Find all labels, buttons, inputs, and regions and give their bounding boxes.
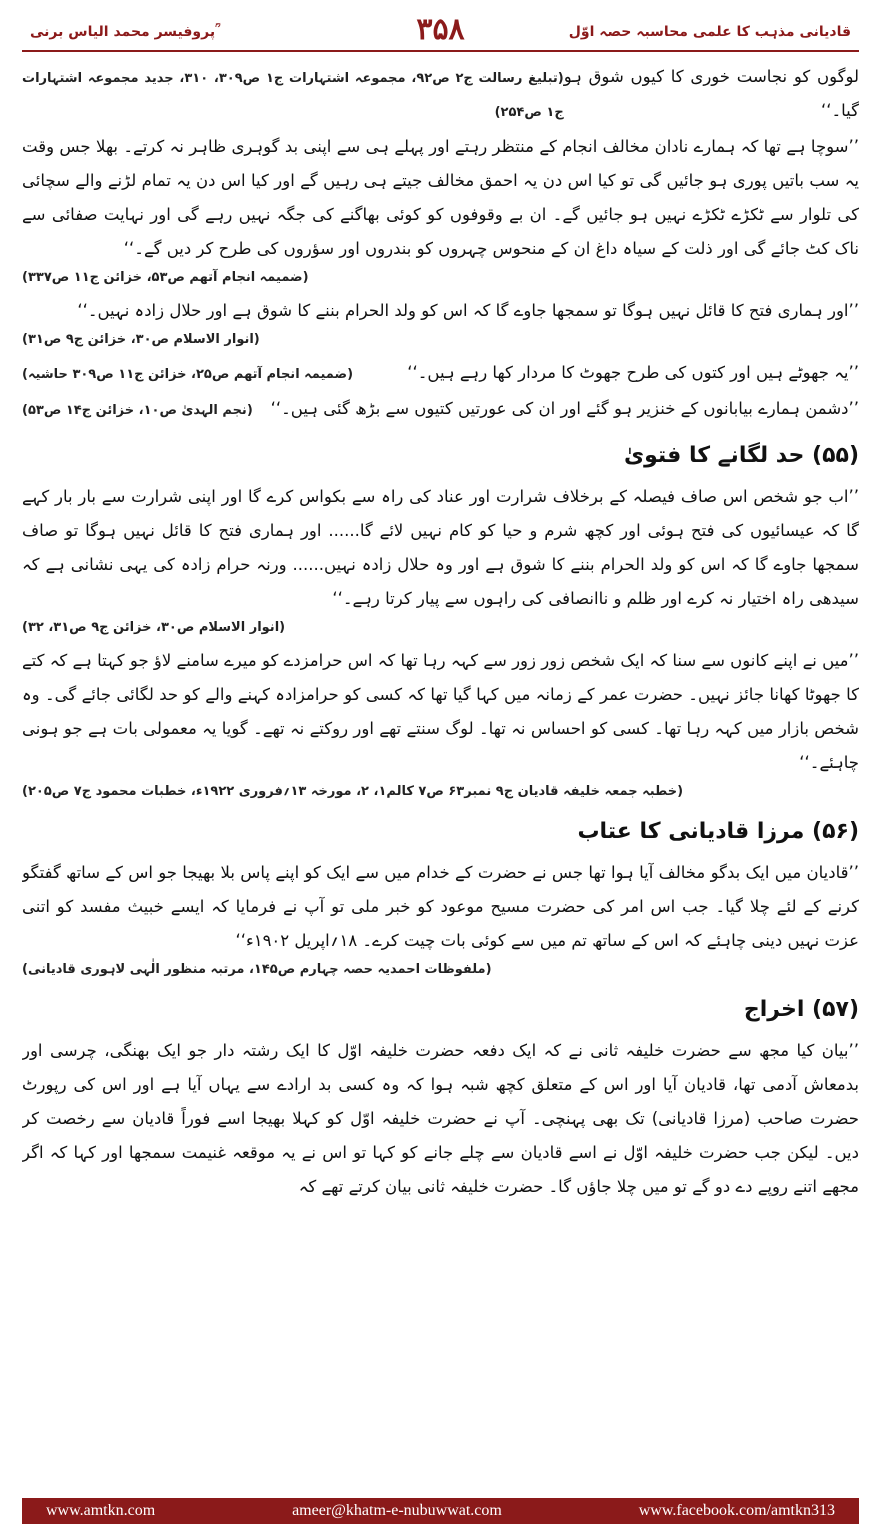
paragraph: لوگوں کو نجاست خوری کا کیوں شوق ہو گیا۔‘‘ [563, 67, 859, 120]
paragraph: ’’دشمن ہمارے بیابانوں کے خنزیر ہو گئے اور ان کی عورتیں کتیوں سے بڑھ گئی ہیں۔‘‘ [270, 399, 859, 418]
paragraph: ’’سوچا ہے تھا کہ ہمارے نادان مخالف انجام کے منتظر رہتے اور پہلے ہی سے اپنی بد گوہری ظاہر نہ کرتے۔ بھلا جس وقت یہ سب باتیں پوری ہو جائیں گی تو کیا اس دن یہ احمق مخالف جیتے ہی رہیں گے اور کیا اس دن یہ تمام لڑنے والے سچائی کی تلوار سے ٹکڑے ٹکڑے نہیں ہو جائیں گے۔ ان بے وقوفوں کو کوئی بھاگنے کی جگہ نہیں رہے گی اور نہایت صفائی سے ناک کٹ جائے گی اور ذلت کے سیاہ داغ ان کے منحوس چہروں کو بندروں اور سؤروں کی طرح کر دیں گے۔‘‘ [22, 137, 859, 258]
citation: (انوار الاسلام ص۳۰، خزائن ج۹ ص۳۱) [22, 332, 260, 347]
citation: (انوار الاسلام ص۳۰، خزائن ج۹ ص۳۱، ۳۲) [22, 620, 286, 635]
page-content [22, 60, 859, 1460]
page-number: ۳۵۸ [416, 12, 465, 47]
section-heading: (۵۷) اخراج [743, 997, 859, 1022]
header-divider [22, 50, 859, 52]
paragraph: ’’اب جو شخص اس صاف فیصلہ کے برخلاف شرارت اور عناد کی راہ سے بکواس کرے گا اور اپنی شرارت سے بار بار کہے گا کہ عیسائیوں کی فتح ہوئی اور کچھ شرم و حیا کو کام نہیں لائے گا...... اور ہماری فتح کا قائل نہیں ہوگا تو صاف سمجھا جاوے گا کہ اس کو ولد الحرام بننے کا شوق ہے اور وہ حلال زادہ نہیں...... ورنہ حرام زادہ کی یہی نشانی ہے کہ سیدھی راہ اختیار نہ کرے اور ظلم و ناانصافی کی راہوں سے پیار کرتا رہے۔‘‘ [22, 487, 859, 608]
page-footer [22, 1498, 859, 1524]
line-with-citation [22, 60, 859, 130]
facebook-link[interactable]: www.facebook.com/amtkn313 [638, 1502, 835, 1519]
paragraph: ’’یہ جھوٹے ہیں اور کتوں کی طرح جھوٹ کا مردار کھا رہے ہیں۔‘‘ [407, 363, 859, 382]
email-link[interactable]: ameer@khatm-e-nubuwwat.com [292, 1502, 502, 1519]
citation: (خطبہ جمعہ خلیفہ قادیان ج۹ نمبر۶۳ ص۷ کالم۱، ۲، مورخہ ۱۳؍فروری ۱۹۲۲ء، خطبات محمود ج۷ ص۲۰۵) [22, 784, 684, 799]
author-name: پروفیسر محمد الیاس برنی ؒ [30, 24, 219, 40]
section-heading: (۵۵) حد لگانے کا فتویٰ [623, 443, 859, 468]
section-heading: (۵۶) مرزا قادیانی کا عتاب [577, 819, 859, 844]
page-header [0, 0, 881, 52]
paragraph: ’’اور ہماری فتح کا قائل نہیں ہوگا تو سمجھا جاوے گا کہ اس کو ولد الحرام بننے کا شوق ہے اور حلال زادہ نہیں۔‘‘ [77, 301, 859, 320]
paragraph: ’’بیان کیا مجھ سے حضرت خلیفہ ثانی نے کہ ایک دفعہ حضرت خلیفہ اوّل کا ایک رشتہ دار جو ایک بھنگی، چرسی اور بدمعاش آدمی تھا، قادیان آیا اور اس کے متعلق کچھ شبہ ہوا کہ وہ کسی بد ارادے سے یہاں آیا ہے اور اس کی رپورٹ حضرت صاحب (مرزا قادیانی) تک بھی پہنچی۔ آپ نے حضرت خلیفہ اوّل کو کہلا بھیجا اسے فوراً قادیان سے رخصت کر دیں۔ لیکن جب حضرت خلیفہ اوّل نے اسے قادیان سے چلے جانے کو کہا تو اس نے یہ موقعہ غنیمت سمجھا اور کہا کہ اگر مجھے اتنے روپے دے دو گے تو میں چلا جاؤں گا۔ حضرت خلیفہ ثانی بیان کرتے تھے کہ [22, 1041, 859, 1196]
citation: (نجم الہدیٰ ص۱۰، خزائن ج۱۴ ص۵۳) [22, 403, 253, 418]
citation: (ضمیمہ انجام آتھم ص۵۳، خزائن ج۱۱ ص۳۳۷) [22, 270, 309, 285]
citation: (ضمیمہ انجام آتھم ص۲۵، خزائن ج۱۱ ص۳۰۹ حاشیہ) [22, 367, 354, 382]
website-link[interactable]: www.amtkn.com [46, 1502, 156, 1519]
paragraph: ’’میں نے اپنے کانوں سے سنا کہ ایک شخص زور زور سے کہہ رہا تھا کہ اس حرامزدے کو میرے سامنے لاؤ جو کہتا ہے کہ کتے کا جھوٹا کھانا جائز نہیں۔ حضرت عمر کے زمانہ میں کہا گیا تھا کہ کسی کو حرامزادہ کہنے والے کو حد لگائی جائے گی۔ وہ شخص بازار میں کہہ رہا تھا۔ کسی کو احساس نہ تھا۔ لوگ سنتے تھے اور روکتے نہ تھے۔ گویا یہ معمولی بات ہے جو ہونی چاہئے۔‘‘ [22, 651, 859, 772]
citation: (تبلیغ رسالت ج۲ ص۹۲، مجموعہ اشتہارات ج۱ ص۳۰۹، ۳۱۰، جدید مجموعہ اشتہارات ج۱ ص۲۵۴) [22, 71, 564, 120]
line-with-citation [22, 356, 859, 392]
book-title: قادیانی مذہب کا علمی محاسبہ حصہ اوّل [568, 24, 851, 40]
citation: (ملفوظات احمدیہ حصہ چہارم ص۱۴۵، مرتبہ منظور الٰہی لاہوری قادیانی) [22, 962, 492, 977]
paragraph: ’’قادیان میں ایک بدگو مخالف آیا ہوا تھا جس نے حضرت کے خدام میں سے ایک کو اپنے پاس بلا بھیجا جو اس کے ساتھ گفتگو کرنے کے لئے چلا گیا۔ جب اس امر کی حضرت مسیح موعود کو خبر ملی تو آپ نے فرمایا کہ ایسے خبیث مفسد کو اتنی عزت نہیں دینی چاہئے کہ اس کے ساتھ تم میں سے کوئی بات چیت کرے۔ ۱۸؍اپریل ۱۹۰۲ء‘‘ [22, 863, 859, 950]
line-with-citation [22, 392, 859, 428]
